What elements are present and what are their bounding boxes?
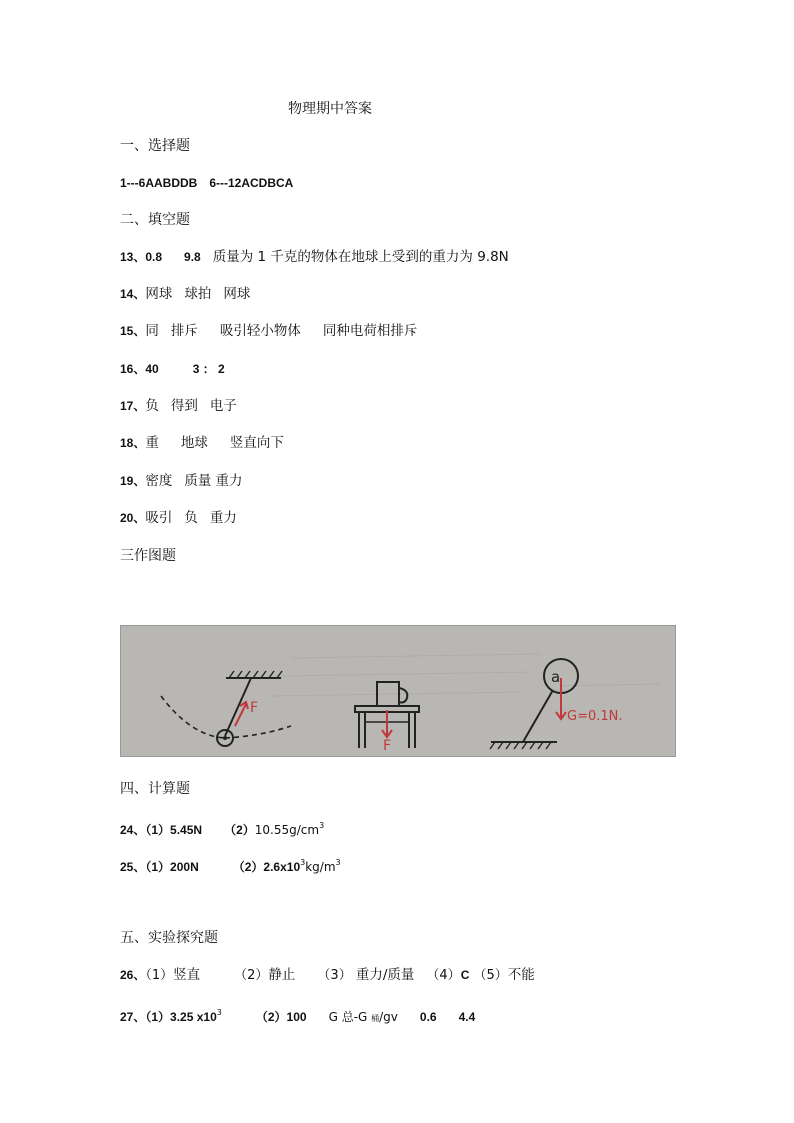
section-heading-choice: 一、选择题 bbox=[120, 138, 190, 154]
q14-answer-c: 网球 bbox=[223, 286, 251, 302]
q24-part2-label: （2） bbox=[224, 823, 255, 837]
q26-part3-value: 重力/质量 bbox=[355, 967, 415, 983]
question-26 bbox=[120, 965, 535, 986]
q15-answer-c: 吸引轻小物体 bbox=[219, 323, 301, 339]
q27-formula-prefix: G 总-G bbox=[328, 1010, 372, 1024]
choice-answers-6-12: 6---12ACDBCA bbox=[209, 176, 294, 190]
q27-part1-exponent: 3 bbox=[216, 1008, 222, 1017]
q26-number: 26、 bbox=[120, 968, 146, 982]
q26-part2-label: （2） bbox=[234, 968, 269, 983]
q25-part2-unit: kg/m bbox=[305, 860, 336, 874]
question-18 bbox=[120, 433, 284, 454]
q26-part3-label: （3） bbox=[317, 968, 352, 983]
q20-answer-b: 负 bbox=[184, 510, 198, 526]
question-24 bbox=[120, 816, 324, 841]
q24-number: 24、 bbox=[120, 823, 146, 837]
q24-part2-exponent: 3 bbox=[319, 821, 325, 830]
incline-ball-label: a bbox=[551, 668, 561, 686]
q25-part1-label: （1） bbox=[145, 860, 171, 874]
question-19 bbox=[120, 471, 243, 492]
q27-part2-label: （2） bbox=[255, 1010, 287, 1024]
q17-answer-a: 负 bbox=[145, 398, 159, 414]
table-force-label: F bbox=[383, 738, 392, 754]
question-27 bbox=[120, 1003, 475, 1029]
q24-part2-value: 10.55g/cm bbox=[254, 823, 320, 837]
q17-answer-c: 电子 bbox=[209, 398, 237, 414]
q24-part1-label: （1） bbox=[145, 823, 171, 837]
question-17 bbox=[120, 396, 237, 417]
q27-value-4: 0.6 bbox=[419, 1010, 437, 1024]
q16-answer-a: 40 bbox=[145, 362, 159, 376]
q18-answer-a: 重 bbox=[145, 435, 159, 451]
q27-formula-subscript: 桶 bbox=[371, 1014, 380, 1023]
q26-part4-label: （4） bbox=[426, 968, 461, 983]
section-heading-drawing: 三作图题 bbox=[120, 548, 176, 564]
q13-number: 13、 bbox=[120, 250, 146, 264]
q24-part1-value: 5.45N bbox=[170, 823, 203, 837]
question-25 bbox=[120, 853, 341, 878]
question-13 bbox=[120, 247, 509, 268]
gravity-label: G=0.1N. bbox=[567, 709, 623, 724]
q14-answer-a: 网球 bbox=[145, 286, 173, 302]
q27-value-5: 4.4 bbox=[458, 1010, 476, 1024]
q15-number: 15、 bbox=[120, 324, 146, 338]
q19-number: 19、 bbox=[120, 474, 146, 488]
question-15 bbox=[120, 321, 417, 342]
drawing-answer-photo bbox=[120, 625, 676, 757]
question-16 bbox=[120, 359, 225, 380]
q27-formula bbox=[329, 1010, 398, 1024]
q18-number: 18、 bbox=[120, 436, 146, 450]
q15-answer-d: 同种电荷相排斥 bbox=[322, 323, 418, 339]
section-heading-experiment: 五、实验探究题 bbox=[120, 930, 218, 946]
q14-answer-b: 球拍 bbox=[184, 286, 212, 302]
q26-part1-label: （1） bbox=[145, 968, 174, 983]
table-cup-diagram bbox=[355, 682, 419, 754]
q15-answer-a: 同 bbox=[145, 323, 159, 339]
pendulum-diagram bbox=[161, 671, 291, 746]
q18-answer-b: 地球 bbox=[180, 435, 208, 451]
force-diagrams bbox=[121, 626, 675, 756]
q26-part1-value: 竖直 bbox=[173, 967, 201, 983]
pendulum-force-label: F bbox=[250, 700, 259, 716]
q19-answer-a: 密度 bbox=[145, 473, 173, 489]
q13-answer-b: 9.8 bbox=[184, 250, 201, 264]
q25-part2-exponent: 3 bbox=[300, 858, 306, 867]
q27-part1-value: 3.25 x10 bbox=[170, 1010, 217, 1024]
q26-part5-label: （5） bbox=[473, 968, 508, 983]
choice-answers bbox=[120, 173, 293, 193]
q13-answer-a: 0.8 bbox=[145, 250, 163, 264]
page-title: 物理期中答案 bbox=[288, 101, 372, 117]
q26-part5-value: 不能 bbox=[507, 967, 535, 983]
question-14 bbox=[120, 284, 250, 305]
q20-answer-a: 吸引 bbox=[145, 510, 173, 526]
q27-number: 27、 bbox=[120, 1010, 146, 1024]
q20-answer-c: 重力 bbox=[209, 510, 237, 526]
section-heading-calc: 四、计算题 bbox=[120, 781, 190, 797]
q27-part1-label: （1） bbox=[145, 1010, 171, 1024]
q25-part1-value: 200N bbox=[170, 860, 199, 874]
q19-answer-b: 质量 bbox=[184, 473, 212, 489]
q26-part2-value: 静止 bbox=[268, 967, 296, 983]
q15-answer-b: 排斥 bbox=[170, 323, 198, 339]
q17-answer-b: 得到 bbox=[170, 398, 198, 414]
q25-part2-label: （2） bbox=[232, 860, 264, 874]
q17-number: 17、 bbox=[120, 399, 146, 413]
q25-number: 25、 bbox=[120, 860, 146, 874]
q16-answer-b: 3 ： 2 bbox=[192, 362, 225, 376]
q27-part2-value: 100 bbox=[286, 1010, 307, 1024]
pendulum-force-arrow bbox=[235, 704, 246, 726]
q26-part4-value: C bbox=[460, 968, 470, 982]
q13-answer-c: 质量为 1 千克的物体在地球上受到的重力为 9.8N bbox=[212, 249, 509, 265]
q27-formula-suffix: /gv bbox=[379, 1010, 398, 1024]
q16-number: 16、 bbox=[120, 362, 146, 376]
q14-number: 14、 bbox=[120, 287, 146, 301]
q25-part2-unit-exponent: 3 bbox=[335, 858, 341, 867]
q18-answer-c: 竖直向下 bbox=[229, 435, 284, 451]
q20-number: 20、 bbox=[120, 511, 146, 525]
q25-part2-value: 2.6x10 bbox=[263, 860, 301, 874]
question-20 bbox=[120, 508, 237, 529]
section-heading-fill: 二、填空题 bbox=[120, 212, 190, 228]
choice-answers-1-6: 1---6AABDDB bbox=[120, 176, 198, 190]
q19-answer-c: 重力 bbox=[215, 473, 243, 489]
